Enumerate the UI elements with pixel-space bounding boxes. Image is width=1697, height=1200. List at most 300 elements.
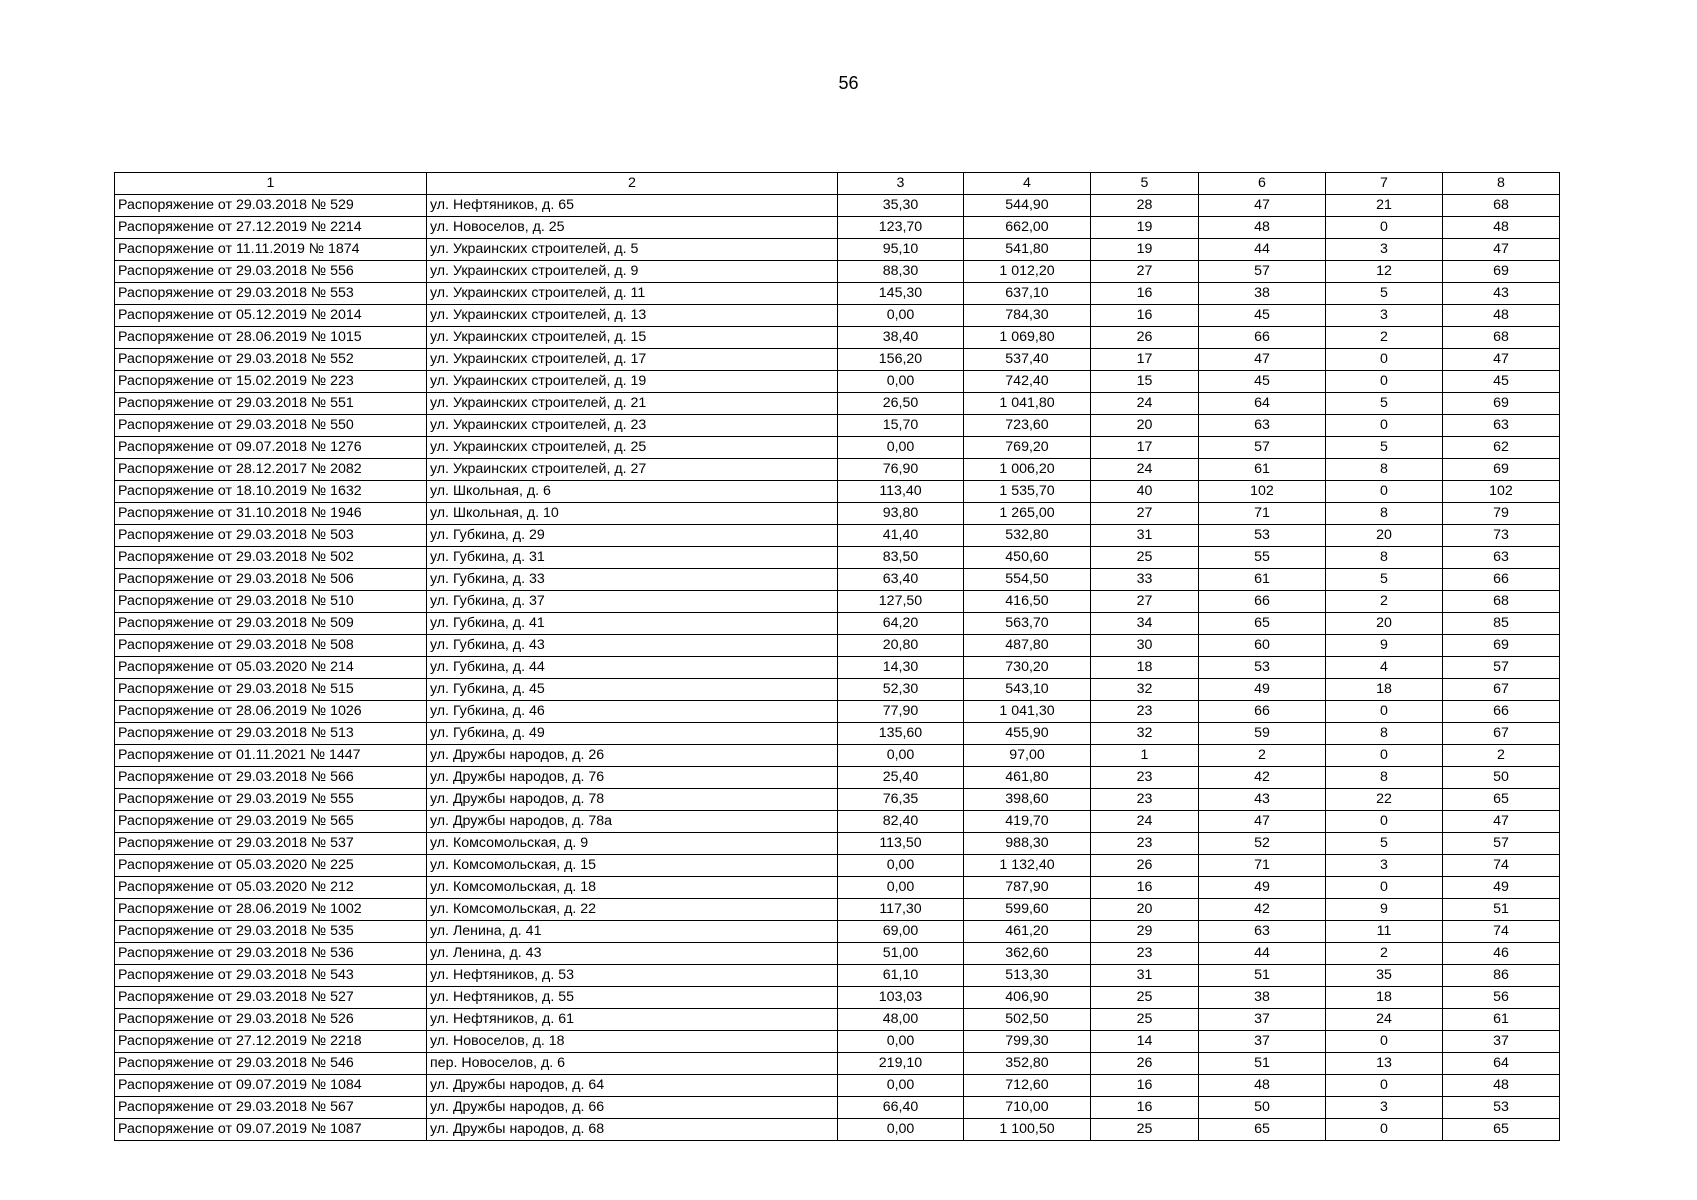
order-cell: Распоряжение от 11.11.2019 № 1874 xyxy=(115,239,427,261)
order-cell: Распоряжение от 15.02.2019 № 223 xyxy=(115,371,427,393)
order-cell: Распоряжение от 09.07.2018 № 1276 xyxy=(115,437,427,459)
value-cell: 0 xyxy=(1326,1031,1443,1053)
order-cell: Распоряжение от 29.03.2019 № 565 xyxy=(115,811,427,833)
value-cell: 37 xyxy=(1199,1031,1326,1053)
value-cell: 25,40 xyxy=(838,767,964,789)
value-cell: 51,00 xyxy=(838,943,964,965)
value-cell: 113,40 xyxy=(838,481,964,503)
value-cell: 15,70 xyxy=(838,415,964,437)
table-row xyxy=(115,547,1560,569)
value-cell: 61 xyxy=(1199,569,1326,591)
value-cell: 23 xyxy=(1091,833,1199,855)
value-cell: 22 xyxy=(1326,789,1443,811)
value-cell: 455,90 xyxy=(964,723,1091,745)
value-cell: 60 xyxy=(1199,635,1326,657)
table-row xyxy=(115,1009,1560,1031)
value-cell: 16 xyxy=(1091,1075,1199,1097)
value-cell: 37 xyxy=(1443,1031,1560,1053)
value-cell: 63 xyxy=(1199,415,1326,437)
address-cell: ул. Нефтяников, д. 65 xyxy=(427,195,838,217)
value-cell: 14 xyxy=(1091,1031,1199,1053)
address-cell: ул. Украинских строителей, д. 17 xyxy=(427,349,838,371)
address-cell: ул. Комсомольская, д. 18 xyxy=(427,877,838,899)
address-cell: ул. Украинских строителей, д. 11 xyxy=(427,283,838,305)
value-cell: 48 xyxy=(1443,217,1560,239)
value-cell: 0 xyxy=(1326,1075,1443,1097)
value-cell: 27 xyxy=(1091,503,1199,525)
order-cell: Распоряжение от 27.12.2019 № 2214 xyxy=(115,217,427,239)
value-cell: 82,40 xyxy=(838,811,964,833)
value-cell: 450,60 xyxy=(964,547,1091,569)
value-cell: 537,40 xyxy=(964,349,1091,371)
column-number: 2 xyxy=(427,173,838,195)
column-number: 5 xyxy=(1091,173,1199,195)
order-cell: Распоряжение от 29.03.2018 № 515 xyxy=(115,679,427,701)
order-cell: Распоряжение от 28.06.2019 № 1015 xyxy=(115,327,427,349)
value-cell: 156,20 xyxy=(838,349,964,371)
address-cell: ул. Украинских строителей, д. 9 xyxy=(427,261,838,283)
value-cell: 219,10 xyxy=(838,1053,964,1075)
value-cell: 24 xyxy=(1091,459,1199,481)
address-cell: ул. Дружбы народов, д. 68 xyxy=(427,1119,838,1141)
table-row xyxy=(115,987,1560,1009)
value-cell: 38,40 xyxy=(838,327,964,349)
column-number: 6 xyxy=(1199,173,1326,195)
table-row xyxy=(115,349,1560,371)
value-cell: 66 xyxy=(1199,701,1326,723)
value-cell: 4 xyxy=(1326,657,1443,679)
table-row xyxy=(115,195,1560,217)
table-row xyxy=(115,525,1560,547)
value-cell: 502,50 xyxy=(964,1009,1091,1031)
value-cell: 352,80 xyxy=(964,1053,1091,1075)
value-cell: 787,90 xyxy=(964,877,1091,899)
order-cell: Распоряжение от 29.03.2018 № 566 xyxy=(115,767,427,789)
value-cell: 32 xyxy=(1091,723,1199,745)
value-cell: 59 xyxy=(1199,723,1326,745)
order-cell: Распоряжение от 18.10.2019 № 1632 xyxy=(115,481,427,503)
value-cell: 71 xyxy=(1199,503,1326,525)
value-cell: 712,60 xyxy=(964,1075,1091,1097)
value-cell: 20 xyxy=(1091,899,1199,921)
value-cell: 42 xyxy=(1199,899,1326,921)
column-number: 1 xyxy=(115,173,427,195)
value-cell: 23 xyxy=(1091,789,1199,811)
value-cell: 51 xyxy=(1199,1053,1326,1075)
value-cell: 93,80 xyxy=(838,503,964,525)
table-row xyxy=(115,613,1560,635)
value-cell: 64 xyxy=(1443,1053,1560,1075)
value-cell: 49 xyxy=(1199,877,1326,899)
value-cell: 69 xyxy=(1443,635,1560,657)
address-cell: ул. Нефтяников, д. 53 xyxy=(427,965,838,987)
value-cell: 123,70 xyxy=(838,217,964,239)
value-cell: 1 535,70 xyxy=(964,481,1091,503)
value-cell: 68 xyxy=(1443,195,1560,217)
value-cell: 28 xyxy=(1091,195,1199,217)
value-cell: 53 xyxy=(1199,657,1326,679)
value-cell: 24 xyxy=(1326,1009,1443,1031)
value-cell: 26 xyxy=(1091,1053,1199,1075)
value-cell: 66 xyxy=(1443,569,1560,591)
order-cell: Распоряжение от 28.06.2019 № 1002 xyxy=(115,899,427,921)
value-cell: 57 xyxy=(1199,437,1326,459)
value-cell: 69 xyxy=(1443,459,1560,481)
order-cell: Распоряжение от 29.03.2018 № 509 xyxy=(115,613,427,635)
table-row xyxy=(115,833,1560,855)
value-cell: 26 xyxy=(1091,855,1199,877)
value-cell: 17 xyxy=(1091,437,1199,459)
value-cell: 8 xyxy=(1326,503,1443,525)
value-cell: 16 xyxy=(1091,283,1199,305)
value-cell: 0,00 xyxy=(838,437,964,459)
value-cell: 135,60 xyxy=(838,723,964,745)
value-cell: 25 xyxy=(1091,1119,1199,1141)
value-cell: 38 xyxy=(1199,987,1326,1009)
value-cell: 47 xyxy=(1199,811,1326,833)
table-row xyxy=(115,261,1560,283)
address-cell: ул. Комсомольская, д. 22 xyxy=(427,899,838,921)
order-cell: Распоряжение от 29.03.2018 № 556 xyxy=(115,261,427,283)
value-cell: 48 xyxy=(1443,305,1560,327)
value-cell: 662,00 xyxy=(964,217,1091,239)
value-cell: 61 xyxy=(1199,459,1326,481)
order-cell: Распоряжение от 29.03.2019 № 555 xyxy=(115,789,427,811)
order-cell: Распоряжение от 29.03.2018 № 510 xyxy=(115,591,427,613)
value-cell: 8 xyxy=(1326,767,1443,789)
column-number: 3 xyxy=(838,173,964,195)
value-cell: 532,80 xyxy=(964,525,1091,547)
value-cell: 66,40 xyxy=(838,1097,964,1119)
address-cell: ул. Дружбы народов, д. 64 xyxy=(427,1075,838,1097)
value-cell: 16 xyxy=(1091,305,1199,327)
value-cell: 40 xyxy=(1091,481,1199,503)
value-cell: 63 xyxy=(1443,415,1560,437)
value-cell: 30 xyxy=(1091,635,1199,657)
value-cell: 563,70 xyxy=(964,613,1091,635)
value-cell: 63 xyxy=(1443,547,1560,569)
value-cell: 27 xyxy=(1091,591,1199,613)
address-cell: ул. Дружбы народов, д. 78 xyxy=(427,789,838,811)
value-cell: 15 xyxy=(1091,371,1199,393)
value-cell: 47 xyxy=(1443,349,1560,371)
address-cell: ул. Дружбы народов, д. 76 xyxy=(427,767,838,789)
address-cell: ул. Украинских строителей, д. 15 xyxy=(427,327,838,349)
value-cell: 541,80 xyxy=(964,239,1091,261)
table-row xyxy=(115,415,1560,437)
value-cell: 23 xyxy=(1091,767,1199,789)
column-number: 4 xyxy=(964,173,1091,195)
order-cell: Распоряжение от 01.11.2021 № 1447 xyxy=(115,745,427,767)
value-cell: 487,80 xyxy=(964,635,1091,657)
value-cell: 398,60 xyxy=(964,789,1091,811)
order-cell: Распоряжение от 29.03.2018 № 527 xyxy=(115,987,427,1009)
value-cell: 51 xyxy=(1443,899,1560,921)
order-cell: Распоряжение от 29.03.2018 № 546 xyxy=(115,1053,427,1075)
address-cell: ул. Украинских строителей, д. 27 xyxy=(427,459,838,481)
address-cell: пер. Новоселов, д. 6 xyxy=(427,1053,838,1075)
address-cell: ул. Школьная, д. 10 xyxy=(427,503,838,525)
table-row xyxy=(115,481,1560,503)
value-cell: 66 xyxy=(1199,591,1326,613)
value-cell: 37 xyxy=(1199,1009,1326,1031)
value-cell: 416,50 xyxy=(964,591,1091,613)
order-cell: Распоряжение от 29.03.2018 № 513 xyxy=(115,723,427,745)
value-cell: 48,00 xyxy=(838,1009,964,1031)
value-cell: 68 xyxy=(1443,327,1560,349)
value-cell: 65 xyxy=(1443,789,1560,811)
value-cell: 5 xyxy=(1326,393,1443,415)
table-row xyxy=(115,1097,1560,1119)
value-cell: 20 xyxy=(1326,525,1443,547)
value-cell: 544,90 xyxy=(964,195,1091,217)
value-cell: 31 xyxy=(1091,525,1199,547)
value-cell: 63,40 xyxy=(838,569,964,591)
value-cell: 43 xyxy=(1199,789,1326,811)
table-row xyxy=(115,591,1560,613)
value-cell: 554,50 xyxy=(964,569,1091,591)
value-cell: 5 xyxy=(1326,437,1443,459)
order-cell: Распоряжение от 31.10.2018 № 1946 xyxy=(115,503,427,525)
value-cell: 0,00 xyxy=(838,371,964,393)
value-cell: 2 xyxy=(1326,943,1443,965)
value-cell: 49 xyxy=(1199,679,1326,701)
value-cell: 50 xyxy=(1199,1097,1326,1119)
value-cell: 65 xyxy=(1199,1119,1326,1141)
order-cell: Распоряжение от 29.03.2018 № 567 xyxy=(115,1097,427,1119)
address-cell: ул. Губкина, д. 29 xyxy=(427,525,838,547)
value-cell: 0,00 xyxy=(838,305,964,327)
order-cell: Распоряжение от 27.12.2019 № 2218 xyxy=(115,1031,427,1053)
value-cell: 83,50 xyxy=(838,547,964,569)
address-cell: ул. Новоселов, д. 25 xyxy=(427,217,838,239)
value-cell: 25 xyxy=(1091,547,1199,569)
value-cell: 19 xyxy=(1091,217,1199,239)
value-cell: 77,90 xyxy=(838,701,964,723)
value-cell: 0 xyxy=(1326,371,1443,393)
value-cell: 97,00 xyxy=(964,745,1091,767)
value-cell: 42 xyxy=(1199,767,1326,789)
value-cell: 69 xyxy=(1443,261,1560,283)
order-cell: Распоряжение от 28.06.2019 № 1026 xyxy=(115,701,427,723)
table-row xyxy=(115,327,1560,349)
address-cell: ул. Украинских строителей, д. 25 xyxy=(427,437,838,459)
order-cell: Распоряжение от 29.03.2018 № 553 xyxy=(115,283,427,305)
register-table xyxy=(114,172,1560,1141)
value-cell: 65 xyxy=(1443,1119,1560,1141)
value-cell: 64 xyxy=(1199,393,1326,415)
value-cell: 2 xyxy=(1326,327,1443,349)
value-cell: 86 xyxy=(1443,965,1560,987)
value-cell: 0 xyxy=(1326,415,1443,437)
order-cell: Распоряжение от 29.03.2018 № 536 xyxy=(115,943,427,965)
value-cell: 18 xyxy=(1091,657,1199,679)
order-cell: Распоряжение от 29.03.2018 № 506 xyxy=(115,569,427,591)
value-cell: 513,30 xyxy=(964,965,1091,987)
value-cell: 0 xyxy=(1326,1119,1443,1141)
address-cell: ул. Комсомольская, д. 15 xyxy=(427,855,838,877)
value-cell: 102 xyxy=(1199,481,1326,503)
value-cell: 64,20 xyxy=(838,613,964,635)
address-cell: ул. Губкина, д. 31 xyxy=(427,547,838,569)
value-cell: 1 041,30 xyxy=(964,701,1091,723)
value-cell: 21 xyxy=(1326,195,1443,217)
address-cell: ул. Губкина, д. 41 xyxy=(427,613,838,635)
value-cell: 62 xyxy=(1443,437,1560,459)
address-cell: ул. Дружбы народов, д. 66 xyxy=(427,1097,838,1119)
value-cell: 57 xyxy=(1443,833,1560,855)
value-cell: 45 xyxy=(1199,371,1326,393)
value-cell: 3 xyxy=(1326,305,1443,327)
value-cell: 48 xyxy=(1443,1075,1560,1097)
value-cell: 76,35 xyxy=(838,789,964,811)
value-cell: 61,10 xyxy=(838,965,964,987)
order-cell: Распоряжение от 29.03.2018 № 552 xyxy=(115,349,427,371)
value-cell: 38 xyxy=(1199,283,1326,305)
value-cell: 23 xyxy=(1091,701,1199,723)
value-cell: 24 xyxy=(1091,393,1199,415)
value-cell: 19 xyxy=(1091,239,1199,261)
table-row xyxy=(115,855,1560,877)
value-cell: 51 xyxy=(1199,965,1326,987)
column-number-row xyxy=(115,173,1560,195)
value-cell: 47 xyxy=(1443,239,1560,261)
value-cell: 61 xyxy=(1443,1009,1560,1031)
value-cell: 88,30 xyxy=(838,261,964,283)
value-cell: 32 xyxy=(1091,679,1199,701)
value-cell: 0 xyxy=(1326,745,1443,767)
value-cell: 1 132,40 xyxy=(964,855,1091,877)
value-cell: 8 xyxy=(1326,547,1443,569)
table-row xyxy=(115,1053,1560,1075)
value-cell: 17 xyxy=(1091,349,1199,371)
table-row xyxy=(115,635,1560,657)
value-cell: 35 xyxy=(1326,965,1443,987)
value-cell: 145,30 xyxy=(838,283,964,305)
address-cell: ул. Дружбы народов, д. 78а xyxy=(427,811,838,833)
table-row xyxy=(115,745,1560,767)
address-cell: ул. Губкина, д. 45 xyxy=(427,679,838,701)
value-cell: 71 xyxy=(1199,855,1326,877)
value-cell: 65 xyxy=(1199,613,1326,635)
value-cell: 784,30 xyxy=(964,305,1091,327)
table-row xyxy=(115,1119,1560,1141)
value-cell: 29 xyxy=(1091,921,1199,943)
value-cell: 27 xyxy=(1091,261,1199,283)
value-cell: 0 xyxy=(1326,481,1443,503)
table-row xyxy=(115,679,1560,701)
value-cell: 25 xyxy=(1091,1009,1199,1031)
table-row xyxy=(115,305,1560,327)
value-cell: 76,90 xyxy=(838,459,964,481)
table-row xyxy=(115,789,1560,811)
value-cell: 66 xyxy=(1199,327,1326,349)
value-cell: 33 xyxy=(1091,569,1199,591)
value-cell: 50 xyxy=(1443,767,1560,789)
value-cell: 67 xyxy=(1443,679,1560,701)
address-cell: ул. Губкина, д. 49 xyxy=(427,723,838,745)
table-row xyxy=(115,811,1560,833)
value-cell: 5 xyxy=(1326,569,1443,591)
value-cell: 117,30 xyxy=(838,899,964,921)
value-cell: 79 xyxy=(1443,503,1560,525)
order-cell: Распоряжение от 29.03.2018 № 535 xyxy=(115,921,427,943)
value-cell: 16 xyxy=(1091,877,1199,899)
value-cell: 2 xyxy=(1326,591,1443,613)
value-cell: 74 xyxy=(1443,921,1560,943)
value-cell: 1 265,00 xyxy=(964,503,1091,525)
value-cell: 710,00 xyxy=(964,1097,1091,1119)
value-cell: 47 xyxy=(1443,811,1560,833)
value-cell: 16 xyxy=(1091,1097,1199,1119)
table-row xyxy=(115,921,1560,943)
value-cell: 0,00 xyxy=(838,877,964,899)
value-cell: 1 100,50 xyxy=(964,1119,1091,1141)
value-cell: 742,40 xyxy=(964,371,1091,393)
value-cell: 723,60 xyxy=(964,415,1091,437)
order-cell: Распоряжение от 29.03.2018 № 503 xyxy=(115,525,427,547)
table-row xyxy=(115,1075,1560,1097)
value-cell: 56 xyxy=(1443,987,1560,1009)
value-cell: 48 xyxy=(1199,1075,1326,1097)
value-cell: 543,10 xyxy=(964,679,1091,701)
value-cell: 68 xyxy=(1443,591,1560,613)
value-cell: 45 xyxy=(1443,371,1560,393)
value-cell: 25 xyxy=(1091,987,1199,1009)
value-cell: 55 xyxy=(1199,547,1326,569)
address-cell: ул. Комсомольская, д. 9 xyxy=(427,833,838,855)
value-cell: 1 069,80 xyxy=(964,327,1091,349)
value-cell: 53 xyxy=(1443,1097,1560,1119)
value-cell: 9 xyxy=(1326,635,1443,657)
value-cell: 103,03 xyxy=(838,987,964,1009)
address-cell: ул. Губкина, д. 44 xyxy=(427,657,838,679)
value-cell: 127,50 xyxy=(838,591,964,613)
value-cell: 0,00 xyxy=(838,1119,964,1141)
order-cell: Распоряжение от 05.03.2020 № 225 xyxy=(115,855,427,877)
value-cell: 49 xyxy=(1443,877,1560,899)
address-cell: ул. Школьная, д. 6 xyxy=(427,481,838,503)
value-cell: 85 xyxy=(1443,613,1560,635)
value-cell: 8 xyxy=(1326,459,1443,481)
value-cell: 34 xyxy=(1091,613,1199,635)
value-cell: 406,90 xyxy=(964,987,1091,1009)
value-cell: 26,50 xyxy=(838,393,964,415)
value-cell: 5 xyxy=(1326,283,1443,305)
order-cell: Распоряжение от 05.03.2020 № 212 xyxy=(115,877,427,899)
value-cell: 0,00 xyxy=(838,745,964,767)
value-cell: 26 xyxy=(1091,327,1199,349)
column-number: 7 xyxy=(1326,173,1443,195)
address-cell: ул. Украинских строителей, д. 5 xyxy=(427,239,838,261)
value-cell: 5 xyxy=(1326,833,1443,855)
value-cell: 0,00 xyxy=(838,1031,964,1053)
table-row xyxy=(115,569,1560,591)
table-row xyxy=(115,283,1560,305)
page-number: 56 xyxy=(838,73,859,93)
value-cell: 74 xyxy=(1443,855,1560,877)
value-cell: 45 xyxy=(1199,305,1326,327)
value-cell: 0 xyxy=(1326,217,1443,239)
table-row xyxy=(115,767,1560,789)
address-cell: ул. Новоселов, д. 18 xyxy=(427,1031,838,1053)
address-cell: ул. Дружбы народов, д. 26 xyxy=(427,745,838,767)
table-row xyxy=(115,217,1560,239)
address-cell: ул. Ленина, д. 41 xyxy=(427,921,838,943)
order-cell: Распоряжение от 29.03.2018 № 502 xyxy=(115,547,427,569)
value-cell: 14,30 xyxy=(838,657,964,679)
value-cell: 0 xyxy=(1326,349,1443,371)
